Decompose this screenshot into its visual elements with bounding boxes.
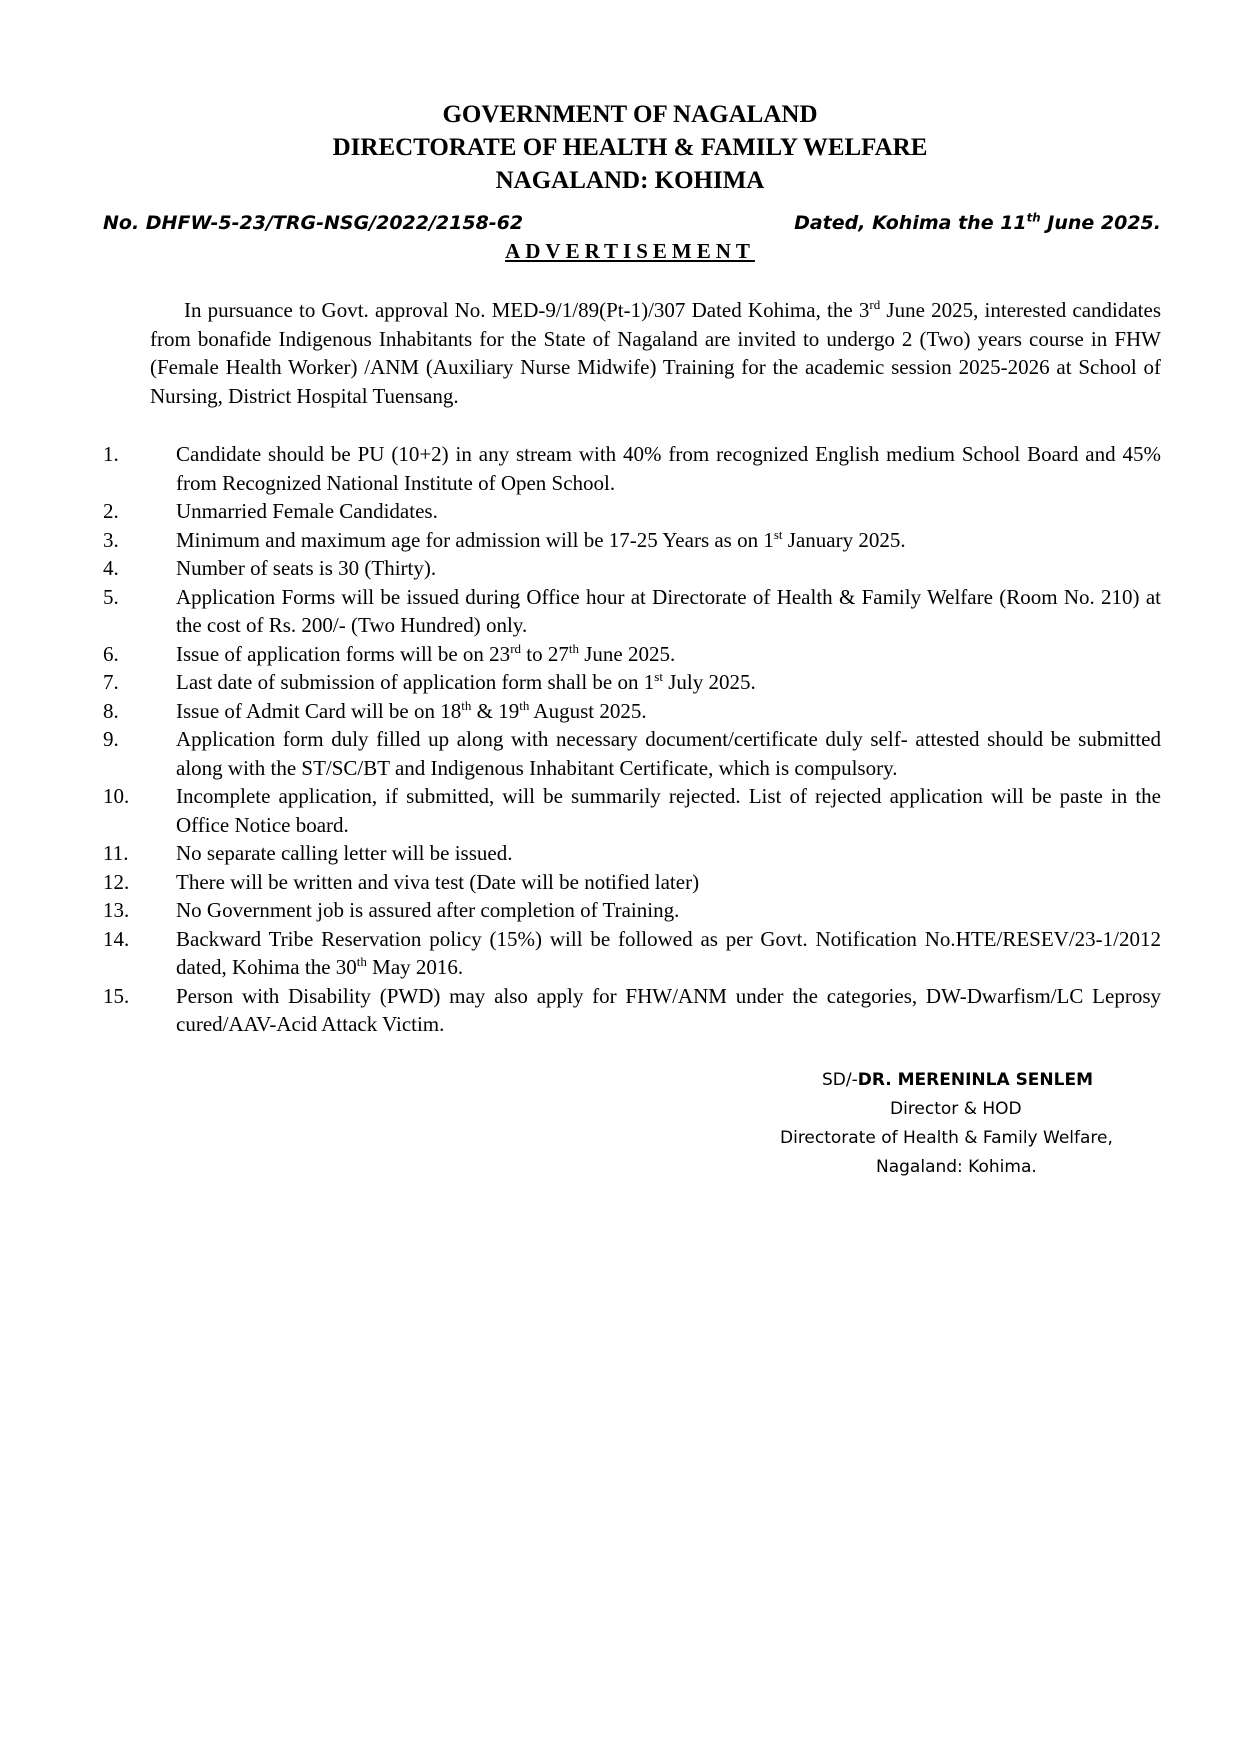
list-item	[103, 668, 1161, 697]
list-item-text: January 2025.	[782, 527, 906, 552]
list-item	[103, 725, 1161, 782]
list-item	[103, 782, 1161, 839]
list-item	[103, 925, 1161, 982]
signature-block	[760, 1066, 1180, 1182]
list-item-text: Minimum and maximum age for admission will be 17-25 Years as on 1	[176, 527, 774, 552]
list-item-text: Unmarried Female Candidates.	[176, 499, 438, 523]
list-item-text: August 2025.	[529, 698, 647, 723]
signature-prefix: SD/-	[822, 1070, 858, 1090]
list-item-number: 12.	[103, 869, 130, 894]
list-item-number: 7.	[103, 670, 119, 694]
list-item-text: Issue of Admit Card will be on 18	[176, 698, 462, 723]
list-item-text: No separate calling letter will be issued.	[176, 841, 513, 865]
list-item-text: Application Forms will be issued during Office hour at Directorate of Health & Family Welfare (Room No. 210) at the cost of Rs. 200/- (Two Hundred) only.	[176, 584, 1161, 637]
list-item-sup: th	[519, 697, 530, 713]
list-item-number: 1.	[103, 442, 119, 466]
list-item-number: 2.	[103, 499, 119, 523]
intro-paragraph	[150, 296, 1161, 410]
list-item-text: June 2025.	[579, 641, 676, 666]
signatory-title: Director & HOD	[890, 1099, 1022, 1119]
intro-sup: rd	[869, 297, 881, 312]
list-item-sup: st	[654, 669, 663, 684]
document-title	[0, 238, 1241, 264]
reference-number: No. DHFW-5-23/TRG-NSG/2022/2158-62	[103, 212, 524, 234]
letterhead	[0, 98, 1241, 197]
list-item-number: 10.	[103, 784, 130, 808]
list-item	[103, 440, 1161, 497]
list-item-sup: rd	[510, 640, 522, 656]
signatory-line	[760, 1066, 1180, 1095]
list-item	[103, 497, 1161, 526]
list-item	[103, 839, 1161, 868]
list-item-number: 8.	[103, 698, 119, 723]
list-item-text: Backward Tribe Reservation policy (15%) will be followed as per Govt. Notification No.HTE/RESEV/23-1/2012 dated, Kohima the 30	[176, 926, 1161, 979]
list-item-sup: st	[773, 526, 783, 542]
list-item-text: Last date of submission of application form shall be on 1	[176, 670, 655, 694]
list-item-text: Issue of application forms will be on 23	[176, 641, 511, 666]
list-item-text: No Government job is assured after completion of Training.	[176, 898, 680, 922]
list-item-number: 11.	[103, 841, 129, 865]
list-item	[103, 896, 1161, 925]
list-item-number: 14.	[103, 926, 130, 951]
reference-date-sup: th	[1026, 210, 1041, 225]
list-item	[103, 697, 1161, 726]
list-item-text: Person with Disability (PWD) may also apply for FHW/ANM under the categories, DW-Dwarfism/LC Leprosy cured/AAV-Acid Attack Victim.	[176, 983, 1161, 1036]
list-item	[103, 526, 1161, 555]
list-item-text: Incomplete application, if submitted, will be summarily rejected. List of rejected application will be paste in the Office Notice board.	[176, 784, 1161, 837]
list-item-text: Application form duly filled up along with necessary document/certificate duly self- attested should be submitted along with the ST/SC/BT and Indigenous Inhabitant Certificate, which is compulsory.	[176, 727, 1161, 780]
list-item-text: & 19	[471, 698, 520, 723]
list-item-sup: th	[568, 640, 579, 656]
list-item-text: Candidate should be PU (10+2) in any stream with 40% from recognized English medium School Board and 45% from Recognized National Institute of Open School.	[176, 442, 1161, 495]
list-item-number: 13.	[103, 898, 130, 922]
list-item-text: There will be written and viva test (Date will be notified later)	[176, 869, 700, 894]
signatory-name: DR. MERENINLA SENLEM	[857, 1070, 1094, 1090]
signatory-place: Nagaland: Kohima.	[876, 1157, 1037, 1177]
list-item	[103, 868, 1161, 897]
intro-part2: June 2025, interested candidates from bonafide Indigenous Inhabitants for the State of Nagaland are invited to undergo 2 (Two) years course in FHW (Female Health Worker) /ANM (Auxiliary Nurse Midwife) Training for the academic session 2025-2026 at School of Nursing, District Hospital Tuensang.	[150, 298, 1162, 408]
list-item-number: 4.	[103, 556, 119, 580]
letterhead-government: GOVERNMENT OF NAGALAND	[442, 101, 818, 128]
list-item-number: 9.	[103, 727, 119, 751]
letterhead-directorate: DIRECTORATE OF HEALTH & FAMILY WELFARE	[332, 134, 928, 161]
list-item-text: to 27	[521, 641, 569, 666]
reference-date-suffix: June 2025.	[1040, 212, 1161, 234]
reference-date	[794, 210, 1161, 236]
list-item	[103, 982, 1161, 1039]
document-title-text: ADVERTISEMENT	[505, 239, 755, 263]
list-item-number: 6.	[103, 641, 119, 666]
list-item	[103, 640, 1161, 669]
letterhead-location: NAGALAND: KOHIMA	[495, 167, 765, 194]
list-item-text: Number of seats is 30 (Thirty).	[176, 556, 437, 580]
list-item-number: 5.	[103, 584, 119, 609]
list-item	[103, 554, 1161, 583]
signatory-organization: Directorate of Health & Family Welfare,	[780, 1128, 1113, 1148]
reference-date-prefix: Dated, Kohima the 11	[794, 212, 1027, 234]
list-item-text: July 2025.	[662, 670, 756, 694]
list-item	[103, 583, 1161, 640]
eligibility-list	[103, 440, 1161, 1039]
intro-part1: In pursuance to Govt. approval No. MED-9/1/89(Pt-1)/307 Dated Kohima, the 3	[184, 298, 870, 322]
list-item-text: May 2016.	[366, 955, 464, 979]
list-item-sup: th	[461, 697, 472, 713]
list-item-sup: th	[356, 954, 367, 969]
list-item-number: 15.	[103, 983, 130, 1008]
list-item-number: 3.	[103, 527, 119, 552]
